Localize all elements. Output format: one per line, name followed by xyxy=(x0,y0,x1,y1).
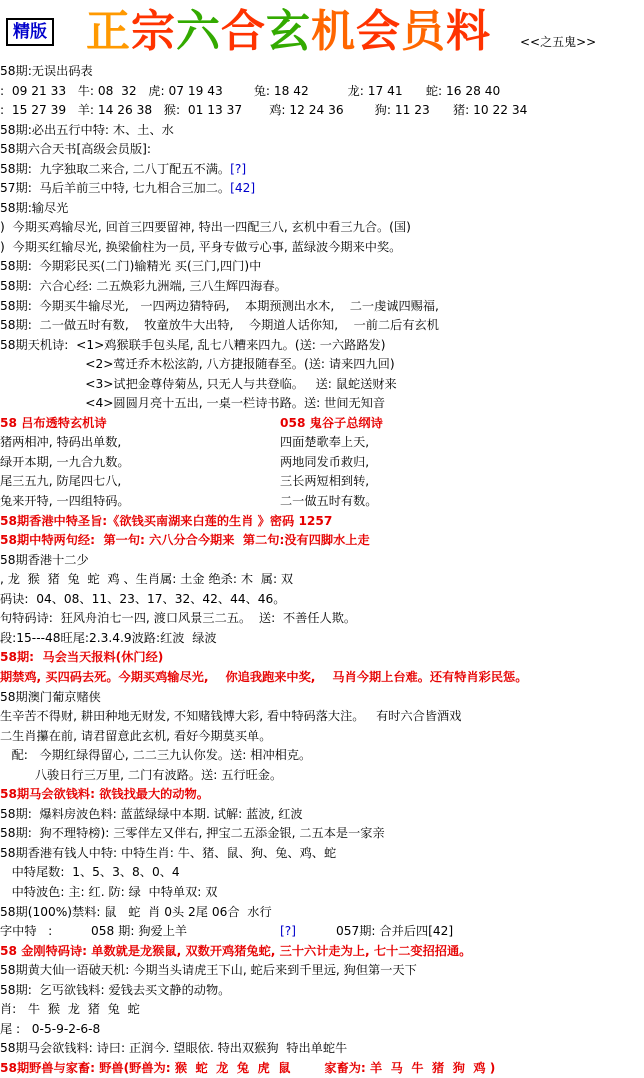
content-line xyxy=(0,433,644,453)
content-line xyxy=(0,863,644,883)
content-line xyxy=(0,981,644,1001)
line-text: 尾 : 0-5-9-2-6-8 xyxy=(0,1021,101,1036)
content-line xyxy=(0,394,644,414)
line-text: 58期: 二一做五时有数, 牧童放牛大出特, 今期道人话你知, 一前二后有玄机 xyxy=(0,318,439,333)
line-text: <2>莺迁乔木松泫韵, 八方捷报随春至。(送: 请来四九回) xyxy=(0,357,395,372)
line-text: 58期中特两句经: 第一句: 六八分合今期来 第二句:没有四脚水上走 xyxy=(0,533,370,548)
content-line xyxy=(0,785,644,805)
content-line xyxy=(0,648,644,668)
content-line xyxy=(0,570,644,590)
line-text: 中特尾数: 1、5、3、8、0、4 xyxy=(0,865,180,880)
line-text: 58期野兽与家畜: 野兽(野兽为: 猴 蛇 龙 兔 虎 鼠 家畜为: 羊 马 牛 猪 狗 鸡 ) xyxy=(0,1060,496,1075)
line-right-text: 两地同发币救归, xyxy=(280,454,370,469)
content-line xyxy=(0,238,644,258)
title-char: 正 xyxy=(86,6,131,57)
content-line xyxy=(0,727,644,747)
content-line xyxy=(0,746,644,766)
line-text: 58期黄大仙一语破天机: 今期当头请虎王下山, 蛇后来到千里远, 狗但第一天下 xyxy=(0,963,417,978)
line-left-text: 尾三五九, 防尾四七八, xyxy=(0,474,122,489)
line-text: 58期:输尽光 xyxy=(0,200,69,215)
line-suffix: [?] xyxy=(280,924,296,939)
line-text: 58期(100%)禁料: 鼠 蛇 肖 0头 2尾 06合 水行 xyxy=(0,904,272,919)
content-lines xyxy=(0,62,644,1078)
line-text: , 龙 猴 猪 兔 蛇 鸡 、生肖属: 土金 绝杀: 木 属: 双 xyxy=(0,572,294,587)
line-text: 58期香港十二少 xyxy=(0,552,89,567)
content-line xyxy=(0,590,644,610)
line-right-text: 057期: 合并后四[42] xyxy=(335,924,454,939)
line-text: 58期马会欲钱料: 诗曰: 正润今. 望眼依. 特出双猴狗 特出单蛇牛 xyxy=(0,1041,348,1056)
content-line xyxy=(0,101,644,121)
line-text: 58期: 乞丐欲钱料: 爱钱去买文静的动物。 xyxy=(0,982,231,997)
title-char: 六 xyxy=(176,6,221,57)
line-left-text: 兔来开特, 一四组特码。 xyxy=(0,494,130,509)
line-text: 期禁鸡, 买四码去死。今期买鸡输尽光, 你追我跑来中奖, 马肖今期上台难。还有特肖彩民惩。 xyxy=(0,669,528,684)
line-suffix: [42] xyxy=(230,181,256,196)
line-text: : 09 21 33 牛: 08 32 虎: 07 19 43 兔: 18 42 龙: 17 41 蛇: 16 28 40 xyxy=(0,83,501,98)
line-text: 58期: 狗不理特榜): 三零伴左又伴右, 押宝二五添金银, 二五本是一家亲 xyxy=(0,826,385,841)
line-right-text: 四面楚歌奉上天, xyxy=(280,435,370,450)
content-line xyxy=(0,121,644,141)
line-text: 58期: 今期彩民买(二门)输精光 买(三门,四门)中 xyxy=(0,259,262,274)
line-text: 58期香港中特圣旨:《欲钱买南湖来白莲的生肖 》密码 1257 xyxy=(0,513,333,528)
title-char: 玄 xyxy=(266,6,311,57)
content-line xyxy=(0,1020,644,1040)
line-text: 二生肖攥在前, 请君留意此玄机, 看好今期莫买单。 xyxy=(0,728,272,743)
line-text: ) 今期买鸡输尽光, 回首三四要留神, 特出一四配三八, 玄机中看三九合。(国) xyxy=(0,220,411,235)
content-line xyxy=(0,82,644,102)
content-line xyxy=(0,1000,644,1020)
line-text: 配: 今期红绿得留心, 二二三九认你发。送: 相冲相克。 xyxy=(0,748,312,763)
line-left-text: 字中特 : 058 期: 狗爱上羊 xyxy=(0,924,188,939)
content-line xyxy=(0,140,644,160)
content-line xyxy=(0,472,644,492)
title-char: 会 xyxy=(356,6,401,57)
content-line xyxy=(0,199,644,219)
content-line xyxy=(0,942,644,962)
content-line xyxy=(0,62,644,82)
line-text: : 15 27 39 羊: 14 26 38 猴: 01 13 37 鸡: 12 24 36 狗: 11 23 猪: 10 22 34 xyxy=(0,103,528,118)
content-line xyxy=(0,766,644,786)
line-text: 58期: 马会当天报料(休门经) xyxy=(0,650,164,665)
content-line xyxy=(0,903,644,923)
content-line xyxy=(0,961,644,981)
line-text: 码诀: 04、08、11、23、17、32、42、44、46。 xyxy=(0,591,286,606)
line-text: 58期: 六合心经: 二五焕彩九洲端, 三八生辉四海春。 xyxy=(0,279,287,294)
line-text: 58期澳门葡京赌侠 xyxy=(0,689,101,704)
title-char: 员 xyxy=(401,6,446,57)
line-text: 句特码诗: 狂风舟泊七一四, 渡口风景三二五。 送: 不善任人欺。 xyxy=(0,611,357,626)
line-text: ) 今期买红输尽光, 换梁偷柱为一员, 平身专做亏心事, 蓝绿波今期来中奖。 xyxy=(0,239,402,254)
line-text: 58期马会欲钱料: 欲钱找最大的动物。 xyxy=(0,787,209,802)
content-line xyxy=(0,844,644,864)
line-suffix: [?] xyxy=(230,161,247,176)
content-line xyxy=(0,1059,644,1078)
line-text: 58期香港有钱人中特: 中特生肖: 牛、猪、鼠、狗、兔、鸡、蛇 xyxy=(0,845,337,860)
content-line xyxy=(0,922,644,942)
line-text: 58期: 九字独取二来合, 二八丁配五不满。 xyxy=(0,161,231,176)
content-line xyxy=(0,257,644,277)
content-line xyxy=(0,668,644,688)
content-line xyxy=(0,824,644,844)
content-line xyxy=(0,160,644,180)
content-line xyxy=(0,1039,644,1059)
line-right-text: 058 鬼谷子总纲诗 xyxy=(280,415,383,430)
content-line xyxy=(0,609,644,629)
content-line xyxy=(0,218,644,238)
line-text: <4>圆圆月亮十五出, 一桌一栏诗书路。送: 世间无知音 xyxy=(0,396,386,411)
line-right-text: 三长两短相到转, xyxy=(280,474,370,489)
content-line xyxy=(0,512,644,532)
content-line xyxy=(0,492,644,512)
content-line xyxy=(0,453,644,473)
title-char: 合 xyxy=(221,6,266,57)
content-line xyxy=(0,531,644,551)
content-line xyxy=(0,336,644,356)
content-line xyxy=(0,297,644,317)
header xyxy=(0,0,644,62)
content-line xyxy=(0,688,644,708)
content-line xyxy=(0,805,644,825)
page-subtitle: <<之五鬼>> xyxy=(520,35,597,49)
line-text: 58期: 今期买牛输尽光, 一四两边猜特码, 本期预测出水木, 二一虔诚四赐福, xyxy=(0,298,439,313)
content-line xyxy=(0,316,644,336)
line-left-text: 绿开本期, 一九合九数。 xyxy=(0,454,130,469)
edition-badge: 精版 xyxy=(6,18,54,46)
line-text: 58期:必出五行中特: 木、土、水 xyxy=(0,122,174,137)
line-right-text: 二一做五时有数。 xyxy=(280,494,378,509)
content-line xyxy=(0,707,644,727)
content-line xyxy=(0,551,644,571)
line-text: 段:15---48旺尾:2.3.4.9波路:红波 绿波 xyxy=(0,630,217,645)
content-line xyxy=(0,629,644,649)
line-text: 八骏日行三万里, 二门有波路。送: 五行旺金。 xyxy=(0,767,283,782)
content-line xyxy=(0,179,644,199)
title-char: 宗 xyxy=(131,6,176,57)
line-text: 中特波色: 主: 红. 防: 绿 中特单双: 双 xyxy=(0,884,218,899)
content-line xyxy=(0,414,644,434)
title-char: 料 xyxy=(446,6,491,57)
line-text: <3>试把金尊侍菊丛, 只无人与共登临。 送: 鼠蛇送财来 xyxy=(0,376,397,391)
title-char: 机 xyxy=(311,6,356,57)
content-line xyxy=(0,375,644,395)
line-text: 58期六合天书[高级会员版]: xyxy=(0,142,151,157)
line-text: 58期天机诗: <1>鸡猴联手包头尾, 乱七八糟来四九。(送: 一六路路发) xyxy=(0,337,386,352)
content-line xyxy=(0,355,644,375)
line-left-text: 猪两相冲, 特码出单数, xyxy=(0,435,122,450)
content-line xyxy=(0,883,644,903)
line-text: 57期: 马后羊前三中特, 七九相合三加二。 xyxy=(0,181,231,196)
line-text: 58期:无误出码表 xyxy=(0,64,93,78)
content-line xyxy=(0,277,644,297)
page-title xyxy=(86,6,491,58)
line-text: 肖: 牛 猴 龙 猪 兔 蛇 xyxy=(0,1002,140,1017)
line-text: 58期: 爆料房波色料: 蓝蓝绿绿中本期. 试解: 蓝波, 红波 xyxy=(0,806,303,821)
line-left-text: 58 吕布透特玄机诗 xyxy=(0,415,107,430)
line-text: 58 金刚特码诗: 单数就是龙猴鼠, 双数开鸡猪兔蛇, 三十六计走为上, 七十二变招招通。 xyxy=(0,943,472,958)
line-text: 生辛苦不得财, 耕田种地无财发, 不知赌钱博大彩, 看中特码落大注。 有时六合皆酒戏 xyxy=(0,709,462,724)
